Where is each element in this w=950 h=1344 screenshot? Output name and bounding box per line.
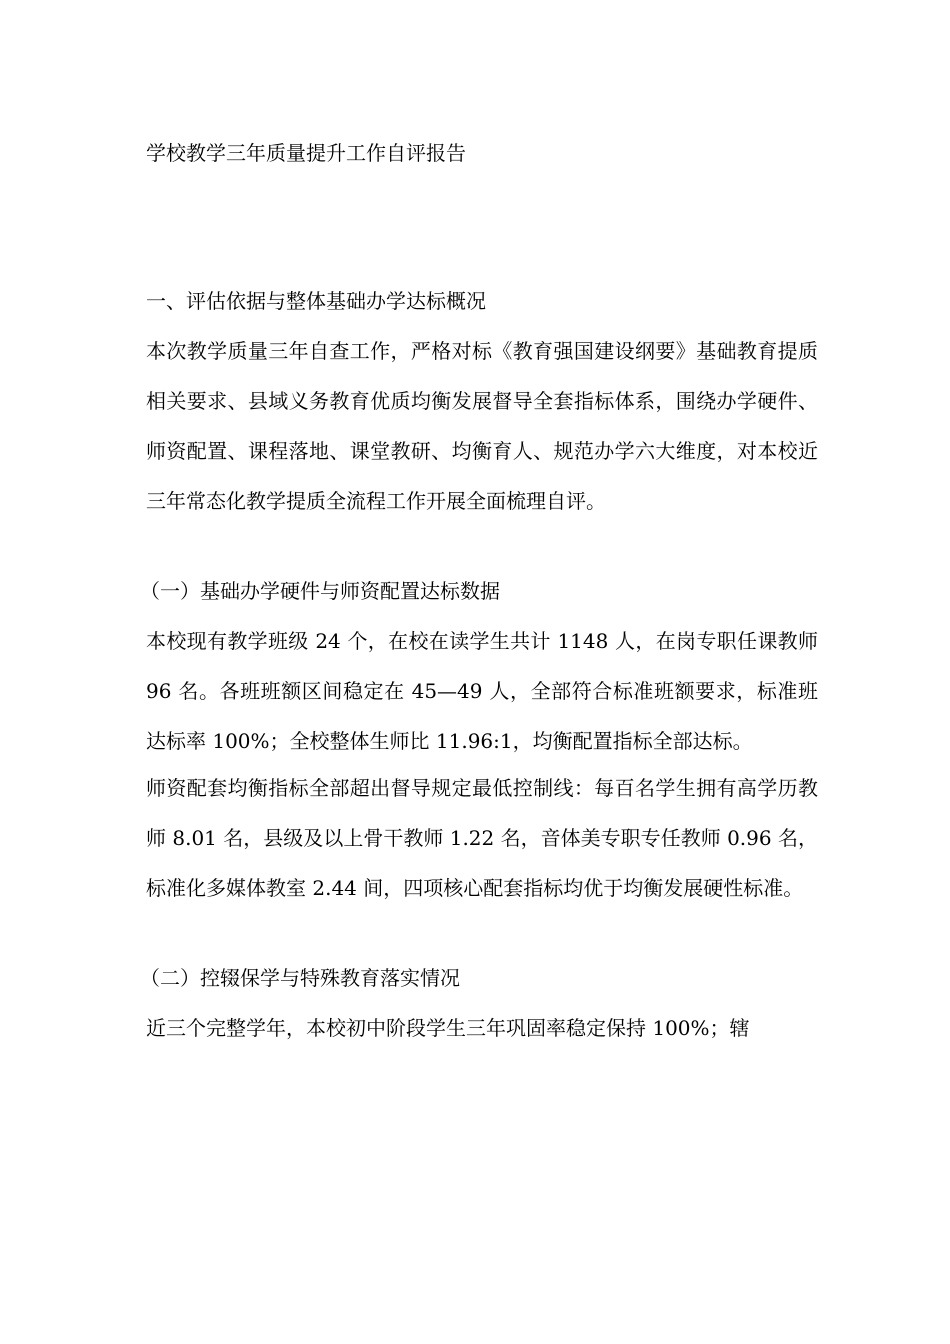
subsection-2-paragraph: 近三个完整学年，本校初中阶段学生三年巩固率稳定保持 100%；辖 [146,1016,750,1040]
spacer [146,526,818,566]
section-1-paragraph: 本次教学质量三年自查工作，严格对标《教育强国建设纲要》基础教育提质相关要求、县域义务教育优质均衡发展督导全套指标体系，围绕办学硬件、师资配置、课程落地、课堂教研、均衡育人、规范办学六大维度，对本校近三年常态化教学提质全流程工作开展全面梳理自评。 [146,339,818,513]
document-title: 学校教学三年质量提升工作自评报告 [146,141,466,165]
subsection-heading-2: （二）控辍保学与特殊教育落实情况 [140,966,460,990]
document-body [140,284,818,1053]
subsection-heading-1: （一）基础办学硬件与师资配置达标数据 [140,579,500,603]
spacer [146,913,818,953]
subsection-1-paragraph-1: 本校现有教学班级 24 个，在校在读学生共计 1148 人，在岗专职任课教师 96 名。各班班额区间稳定在 45—49 人，全部符合标准班额要求，标准班达标率 100%；全校整体生师比 11.96:1，均衡配置指标全部达标。 [146,629,818,753]
section-heading-1: 一、评估依据与整体基础办学达标概况 [146,289,486,313]
spacer [146,318,818,326]
subsection-1-paragraph-2: 师资配套均衡指标全部超出督导规定最低控制线：每百名学生拥有高学历教师 8.01 名，县级及以上骨干教师 1.22 名，音体美专职专任教师 0.96 名，标准化多媒体教室 2.44 间，四项核心配套指标均优于均衡发展硬性标准。 [146,776,818,900]
